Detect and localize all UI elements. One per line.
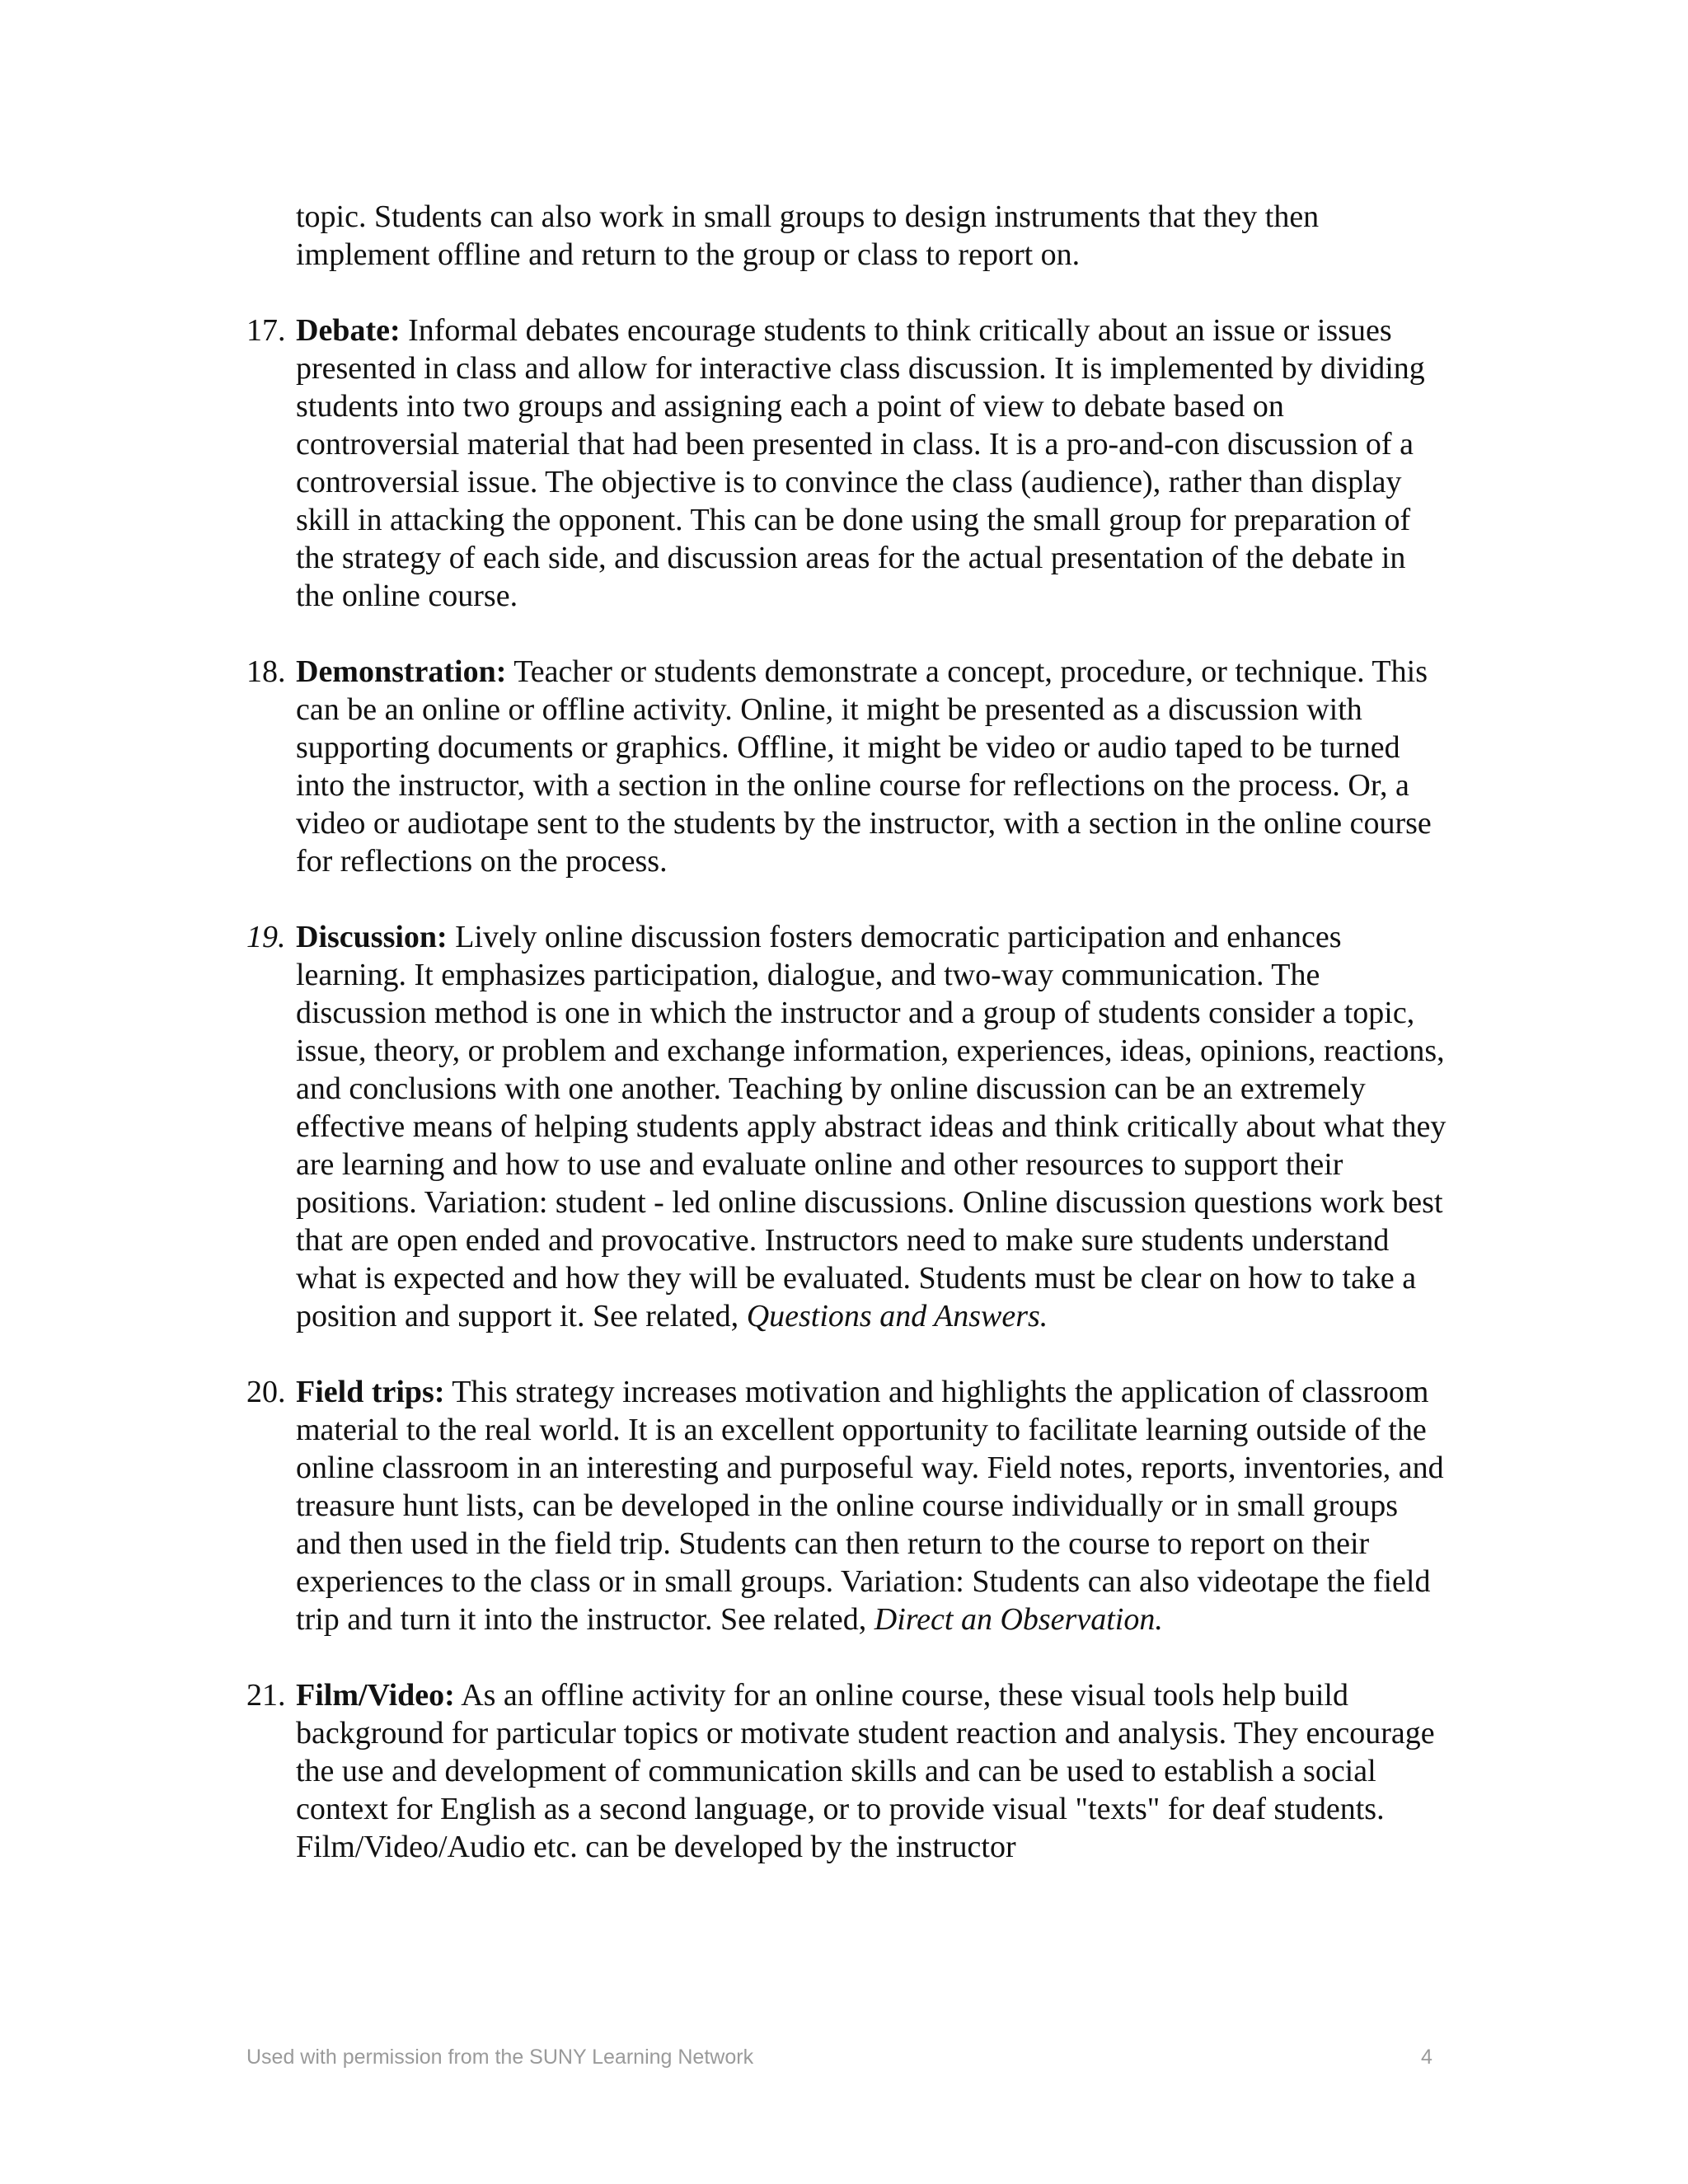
item-number: 20. [246, 1375, 286, 1409]
item-term: Demonstration: [296, 654, 507, 689]
page-body [246, 198, 1450, 1904]
item-term: Field trips: [296, 1375, 445, 1409]
item-number: 19. [246, 920, 286, 954]
footer-source: Used with permission from the SUNY Learning Network [246, 2046, 754, 2069]
item-text: As an offline activity for an online course, these visual tools help build background for particular topics or motivate student reaction and analysis. They encourage the use and development of communication skills and can be used to establish a social context for English as a second language, or to provide visual "texts" for deaf students. Film/Video/Audio etc. can be developed by the instructor [296, 1678, 1435, 1864]
list-item-film-video [246, 1676, 1450, 1866]
item-text: Informal debates encourage students to think critically about an issue or issues presented in class and allow for interactive class discussion. It is implemented by dividing students into two groups and assigning each a point of view to debate based on controversial material that had been presented in class. It is a pro-and-con discussion of a controversial issue. The objective is to convince the class (audience), rather than display skill in attacking the opponent. This can be done using the small group for preparation of the strategy of each side, and discussion areas for the actual presentation of the debate in the online course. [296, 313, 1425, 613]
item-number: 21. [246, 1678, 286, 1713]
item-term: Film/Video: [296, 1678, 455, 1713]
list-item-demonstration [246, 653, 1450, 880]
list-item-field-trips [246, 1373, 1450, 1638]
item-term: Discussion: [296, 920, 448, 954]
item-text: Lively online discussion fosters democratic participation and enhances learning. It emphasizes participation, dialogue, and two-way communication. The discussion method is one in which the instructor and a group of students consider a topic, issue, theory, or problem and exchange information, experiences, ideas, opinions, reactions, and conclusions with one another. Teaching by online discussion can be an extremely effective means of helping students apply abstract ideas and think critically about what they are learning and how to use and evaluate online and other resources to support their positions. Variation: student - led online discussions. Online discussion questions work best that are open ended and provocative. Instructors need to make sure students understand what is expected and how they will be evaluated. Students must be clear on how to take a position and support it. See related, [296, 920, 1447, 1333]
continuation-text: topic. Students can also work in small groups to design instruments that they then implement offline and return to the group or class to report on. [296, 199, 1320, 272]
list-item-discussion [246, 918, 1450, 1335]
item-number: 17. [246, 313, 286, 348]
continuation-paragraph [246, 198, 1450, 274]
footer-page-number: 4 [1421, 2046, 1432, 2069]
item-text: This strategy increases motivation and highlights the application of classroom material to the real world. It is an excellent opportunity to facilitate learning outside of the online classroom in an interesting and purposeful way. Field notes, reports, inventories, and treasure hunt lists, can be developed in the online course individually or in small groups and then used in the field trip. Students can then return to the course to report on their experiences to the class or in small groups. Variation: Students can also videotape the field trip and turn it into the instructor. See related, [296, 1375, 1444, 1637]
list-item-debate [246, 312, 1450, 615]
item-number: 18. [246, 654, 286, 689]
item-term: Debate: [296, 313, 401, 348]
item-cross-reference: Questions and Answers. [746, 1299, 1048, 1333]
item-text: Teacher or students demonstrate a concept, procedure, or technique. This can be an online or offline activity. Online, it might be presented as a discussion with supporting documents or graphics. Offline, it might be video or audio taped to be turned into the instructor, with a section in the online course for reflections on the process. Or, a video or audiotape sent to the students by the instructor, with a section in the online course for reflections on the process. [296, 654, 1432, 879]
item-cross-reference: Direct an Observation. [874, 1602, 1163, 1637]
